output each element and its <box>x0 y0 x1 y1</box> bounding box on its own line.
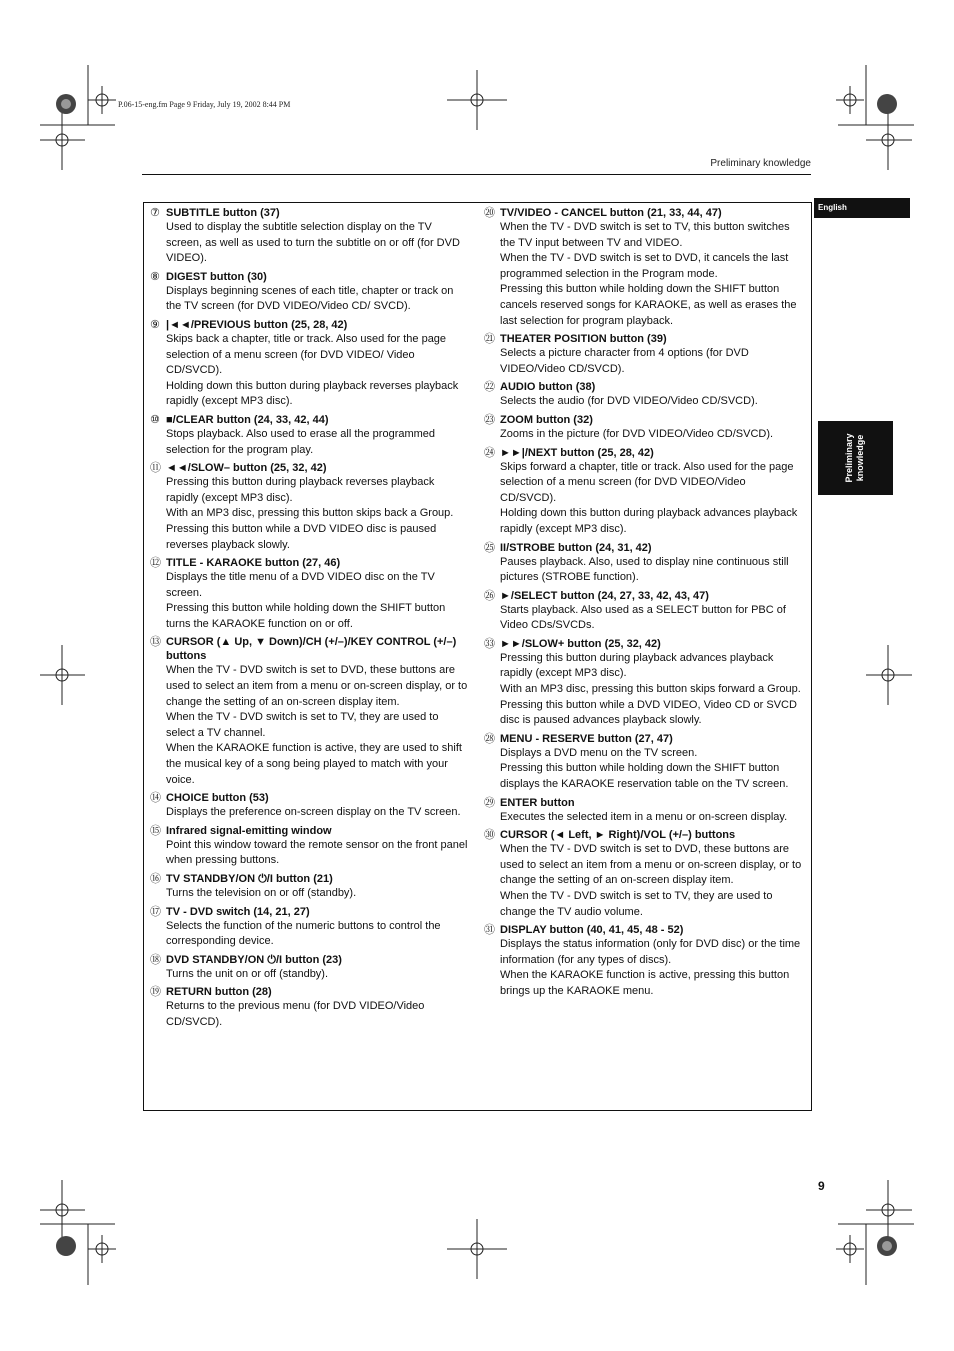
item-description <box>150 570 468 632</box>
item-title-text: ►/SELECT button (24, 27, 33, 42, 43, 47) <box>500 589 709 602</box>
item-title <box>150 635 468 663</box>
description-paragraph: Pressing this button during playback advances playback rapidly (except MP3 disc). <box>500 651 774 680</box>
item-title <box>150 791 468 805</box>
list-item <box>150 905 468 950</box>
list-item <box>150 872 468 902</box>
section-tab-label: Preliminary knowledge <box>844 433 865 483</box>
description-paragraph: Displays beginning scenes of each title, chapter or track on the TV screen (for DVD VIDEO/Video CD/ SVCD). <box>166 284 454 313</box>
item-title-text: THEATER POSITION button (39) <box>500 333 667 346</box>
item-title-text: II/STROBE button (24, 31, 42) <box>500 541 652 554</box>
list-item <box>150 206 468 267</box>
item-title-text: MENU - RESERVE button (27, 47) <box>500 732 673 745</box>
item-title <box>484 206 804 220</box>
item-title <box>484 332 804 346</box>
item-number: ⑲ <box>150 986 161 999</box>
description-paragraph: Displays the status information (only for DVD disc) or the time information (for any types of discs). <box>500 938 801 966</box>
description-paragraph: Selects the audio (for DVD VIDEO/Video CD/SVCD). <box>500 395 758 408</box>
item-number: ㉔ <box>484 446 495 459</box>
description-paragraph: Stops playback. Also used to erase all the programmed selection for the program play. <box>166 427 436 456</box>
item-title-text: ZOOM button (32) <box>500 413 593 426</box>
item-number: ⑩ <box>150 413 160 426</box>
item-title <box>484 541 804 555</box>
item-number: ㉘ <box>484 732 495 745</box>
item-title <box>150 461 468 475</box>
item-number: ㉕ <box>484 541 495 554</box>
item-title <box>150 872 468 886</box>
item-description <box>150 663 468 788</box>
item-description <box>484 810 804 826</box>
item-title-text: SUBTITLE button (37) <box>166 207 280 219</box>
item-number: ㉓ <box>484 413 495 426</box>
list-item <box>484 923 804 999</box>
item-title-text: RETURN button (28) <box>166 986 272 999</box>
description-paragraph: Displays the preference on-screen display on the TV screen. <box>166 806 461 819</box>
item-title-text: TV - DVD switch (14, 21, 27) <box>166 905 310 918</box>
item-title <box>484 828 804 842</box>
item-description <box>484 651 804 729</box>
item-title <box>150 953 468 967</box>
list-item <box>150 791 468 821</box>
item-title-text: TV/VIDEO - CANCEL button (21, 33, 44, 47) <box>500 207 722 219</box>
description-paragraph: Pressing this button while holding down the SHIFT button displays the KARAOKE reservation table on the TV screen. <box>500 762 789 791</box>
item-title-text: DISPLAY button (40, 41, 45, 48 - 52) <box>500 924 684 937</box>
item-title <box>150 206 468 220</box>
description-paragraph: Pressing this button while holding down the SHIFT button turns the KARAOKE function on or off. <box>166 602 446 630</box>
item-number: ⑬ <box>150 636 161 649</box>
item-description <box>150 427 468 458</box>
item-title-text: Infrared signal-emitting window <box>166 824 332 837</box>
list-item <box>484 446 804 538</box>
left-column <box>150 206 468 1034</box>
description-paragraph: Holding down this button during playback advances playback rapidly (except MP3 disc). <box>500 507 798 535</box>
description-paragraph: Turns the unit on or off (standby). <box>166 967 329 980</box>
list-item <box>484 206 804 329</box>
item-title <box>150 905 468 919</box>
item-title-text: |◄◄/PREVIOUS button (25, 28, 42) <box>166 318 348 331</box>
item-number: ⑦ <box>150 207 160 219</box>
content-box <box>143 202 812 1111</box>
header-rule <box>142 174 811 175</box>
item-title-text: TV STANDBY/ON ⏻/I button (21) <box>166 873 333 885</box>
list-item <box>150 461 468 553</box>
item-title-text: ENTER button <box>500 796 575 809</box>
item-number: ⑱ <box>150 953 161 966</box>
item-title-text: ◄◄/SLOW– button (25, 32, 42) <box>166 462 327 475</box>
list-item <box>484 637 804 729</box>
description-paragraph: When the TV - DVD switch is set to DVD, it cancels the last programmed selection in the Program mode. <box>500 252 789 280</box>
item-title-text: CURSOR (▲ Up, ▼ Down)/CH (+/–)/KEY CONTROL (+/–) buttons <box>166 636 457 663</box>
list-item <box>150 270 468 315</box>
item-title-text: ■/CLEAR button (24, 33, 42, 44) <box>166 413 329 426</box>
item-number: ㉝ <box>484 637 495 650</box>
item-number: ⑯ <box>150 873 161 885</box>
item-title-text: TITLE - KARAOKE button (27, 46) <box>166 557 341 570</box>
description-paragraph: Point this window toward the remote sensor on the front panel when pressing buttons. <box>166 838 468 867</box>
item-description <box>150 475 468 553</box>
item-description <box>150 284 468 315</box>
item-number: ⑰ <box>150 905 161 918</box>
list-item <box>484 828 804 920</box>
item-title <box>484 380 804 394</box>
item-title <box>150 318 468 332</box>
list-item <box>150 824 468 869</box>
list-item <box>484 413 804 443</box>
item-title <box>150 985 468 999</box>
item-title <box>484 796 804 810</box>
item-description <box>484 937 804 999</box>
description-paragraph: Displays the title menu of a DVD VIDEO disc on the TV screen. <box>166 571 435 599</box>
item-description <box>150 332 468 410</box>
description-paragraph: Pressing this button while holding down the SHIFT button cancels reserved songs for KARAOKE, as well as erases the last selection for program playback. <box>500 283 797 327</box>
description-paragraph: Pressing this button during playback reverses playback rapidly (except MP3 disc). <box>166 476 435 504</box>
description-paragraph: When the TV - DVD switch is set to TV, they are used to select a TV channel. <box>166 711 439 739</box>
description-paragraph: Pressing this button while a DVD VIDEO, Video CD or SVCD disc is paused advances playback slowly. <box>500 698 797 727</box>
description-paragraph: Starts playback. Also used as a SELECT button for PBC of Video CDs/SVCDs. <box>500 603 786 632</box>
item-number: ㉑ <box>484 333 495 346</box>
item-number: ⑫ <box>150 557 161 570</box>
item-number: ⑳ <box>484 207 495 219</box>
item-description <box>150 805 468 821</box>
item-description <box>484 603 804 634</box>
item-description <box>484 746 804 793</box>
item-number: ㉒ <box>484 381 495 394</box>
item-description <box>150 967 468 983</box>
item-number: ⑭ <box>150 792 161 805</box>
item-title-text: ►►/SLOW+ button (25, 32, 42) <box>500 637 661 650</box>
item-title <box>150 556 468 570</box>
item-number: ㉛ <box>484 924 495 937</box>
item-title-text: ►►|/NEXT button (25, 28, 42) <box>500 446 654 459</box>
list-item <box>150 953 468 983</box>
description-paragraph: With an MP3 disc, pressing this button skips back a Group. <box>166 507 454 520</box>
item-title <box>484 732 804 746</box>
list-item <box>484 796 804 826</box>
description-paragraph: Turns the television on or off (standby). <box>166 887 357 899</box>
description-paragraph: When the KARAOKE function is active, pressing this button brings up the KARAOKE menu. <box>500 969 790 997</box>
item-description <box>484 842 804 920</box>
list-item <box>150 635 468 788</box>
item-number: ⑧ <box>150 270 160 283</box>
item-title-text: AUDIO button (38) <box>500 381 596 394</box>
description-paragraph: When the KARAOKE function is active, they are used to shift the musical key of a song being played to match with your voice. <box>166 742 462 786</box>
item-title-text: CHOICE button (53) <box>166 792 269 805</box>
description-paragraph: When the TV - DVD switch is set to TV, they are used to change the TV audio volume. <box>500 890 773 918</box>
item-number: ⑨ <box>150 318 160 331</box>
description-paragraph: Returns to the previous menu (for DVD VIDEO/Video CD/SVCD). <box>166 1000 425 1028</box>
item-description <box>150 220 468 267</box>
item-description <box>484 555 804 586</box>
description-paragraph: Skips forward a chapter, title or track. Also used for the page selection of a menu screen (for DVD VIDEO/Video CD/SVCD). <box>500 460 794 504</box>
item-title-text: DVD STANDBY/ON ⏻/I button (23) <box>166 953 342 966</box>
language-tab: English <box>814 198 910 218</box>
item-number: ⑪ <box>150 462 161 475</box>
list-item <box>484 589 804 634</box>
description-paragraph: Executes the selected item in a menu or on-screen display. <box>500 810 788 823</box>
description-paragraph: Holding down this button during playback reverses playback rapidly (except MP3 disc). <box>166 379 459 408</box>
description-paragraph: Pauses playback. Also, used to display nine continuous still pictures (STROBE function). <box>500 555 789 584</box>
description-paragraph: When the TV - DVD switch is set to DVD, these buttons are used to select an item from a menu or on-screen display, or to change the setting of an on-screen display item. <box>500 843 802 887</box>
item-description <box>484 394 804 410</box>
description-paragraph: Displays a DVD menu on the TV screen. <box>500 746 698 759</box>
list-item <box>484 541 804 586</box>
list-item <box>484 380 804 410</box>
list-item <box>150 556 468 632</box>
description-paragraph: Used to display the subtitle selection display on the TV screen, as well as used to turn the subtitle on or off (for DVD VIDEO). <box>166 221 460 265</box>
description-paragraph: Pressing this button while a DVD VIDEO disc is paused reverses playback slowly. <box>166 522 437 551</box>
item-title <box>484 637 804 651</box>
description-paragraph: Zooms in the picture (for DVD VIDEO/Video CD/SVCD). <box>500 427 774 440</box>
description-paragraph: Selects the function of the numeric buttons to control the corresponding device. <box>166 919 441 948</box>
list-item <box>150 318 468 410</box>
description-paragraph: When the TV - DVD switch is set to TV, this button switches the TV input between TV and VIDEO. <box>500 221 790 249</box>
item-description <box>150 886 468 902</box>
item-title <box>484 589 804 603</box>
item-number: ㉙ <box>484 796 495 809</box>
right-column <box>484 206 804 1003</box>
item-title <box>484 446 804 460</box>
description-paragraph: With an MP3 disc, pressing this button skips forward a Group. <box>500 683 801 696</box>
description-paragraph: Selects a picture character from 4 options (for DVD VIDEO/Video CD/SVCD). <box>500 347 749 375</box>
list-item <box>484 332 804 377</box>
item-number: ㉖ <box>484 589 495 602</box>
item-title-text: CURSOR (◄ Left, ► Right)/VOL (+/–) buttons <box>500 829 736 842</box>
item-title <box>484 923 804 937</box>
print-info: P.06-15-eng.fm Page 9 Friday, July 19, 2002 8:44 PM <box>118 100 291 109</box>
item-title <box>150 824 468 838</box>
list-item <box>484 732 804 793</box>
item-title <box>150 270 468 284</box>
item-description <box>484 427 804 443</box>
section-tab <box>818 421 893 495</box>
description-paragraph: Skips back a chapter, title or track. Also used for the page selection of a menu screen (for DVD VIDEO/ Video CD/SVCD). <box>166 332 447 377</box>
item-title <box>484 413 804 427</box>
page-number: 9 <box>818 1179 825 1193</box>
item-description <box>150 838 468 869</box>
item-description <box>484 346 804 377</box>
item-title <box>150 413 468 427</box>
item-description <box>150 919 468 950</box>
header-title: Preliminary knowledge <box>710 158 811 169</box>
list-item <box>150 413 468 458</box>
item-number: ㉚ <box>484 829 495 842</box>
item-description <box>484 220 804 329</box>
list-item <box>150 985 468 1030</box>
item-description <box>150 999 468 1030</box>
item-title-text: DIGEST button (30) <box>166 270 267 283</box>
item-description <box>484 460 804 538</box>
description-paragraph: When the TV - DVD switch is set to DVD, these buttons are used to select an item from a menu or on-screen display, or to change the setting of an on-screen display item. <box>166 664 468 708</box>
item-number: ⑮ <box>150 824 161 837</box>
